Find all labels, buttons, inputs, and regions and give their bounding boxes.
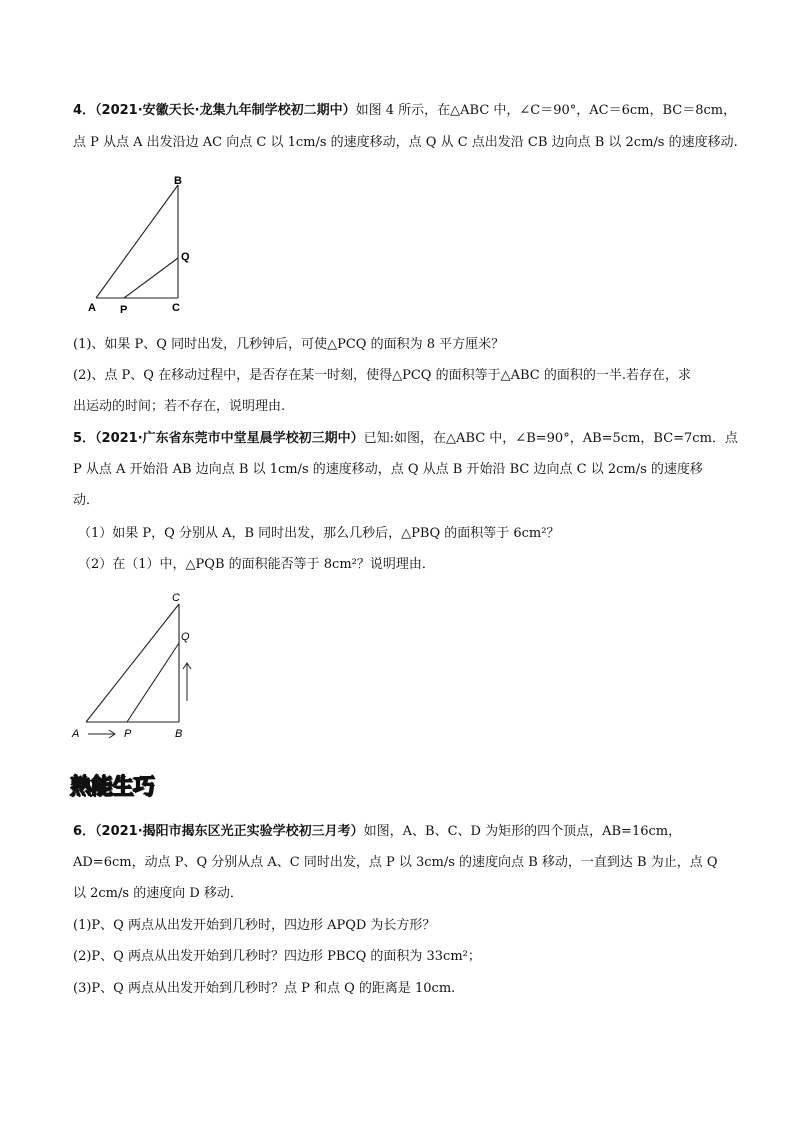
q5-label-q: Q <box>181 631 190 643</box>
q6-source: （2021·揭阳市揭东区光正实验学校初三月考） <box>95 824 364 839</box>
q5-label-b: B <box>175 728 183 740</box>
q6-stem-text: 如图，A、B、C、D 为矩形的四个顶点，AB=16cm， <box>363 824 682 839</box>
q6-stem-line1 <box>73 822 681 842</box>
q4-stem-line1 <box>73 101 736 121</box>
q5-label-c: C <box>172 592 180 604</box>
q5-label-p: P <box>124 728 132 740</box>
q5-sub2: （2）在（1）中，△PQB 的面积能否等于 8cm²？说明理由． <box>78 557 435 572</box>
q4-label-p: P <box>120 304 128 316</box>
q4-triangle-figure <box>80 168 210 318</box>
q4-label-a: A <box>88 302 96 314</box>
practice-banner-text: 熟能生巧 <box>70 775 155 800</box>
q5-stem-line1 <box>73 429 738 449</box>
q6-stem-line2: AD=6cm，动点 P、Q 分别从点 A、C 同时出发，点 P 以 3cm/s 的速度向点 B 移动，一直到达 B 为止，点 Q <box>73 855 718 870</box>
q4-sub2-line1: (2)、点 P、Q 在移动过程中，是否存在某一时刻，使得△PCQ 的面积等于△ABC 的面积的一半.若存在，求 <box>73 368 691 383</box>
q4-label-b: B <box>174 175 182 187</box>
q4-source: （2021·安徽天长·龙集九年制学校初二期中） <box>95 103 356 118</box>
q4-label-q: Q <box>181 251 190 263</box>
q6-sub3: (3)P、Q 两点从出发开始到几秒时？点 P 和点 Q 的距离是 10cm. <box>73 981 456 996</box>
q5-label-a: A <box>72 728 80 740</box>
q4-number: 4． <box>73 103 96 118</box>
q6-stem-line3: 以 2cm/s 的速度向 D 移动． <box>73 886 243 901</box>
q5-number: 5． <box>73 431 96 446</box>
q5-stem-line2: P 从点 A 开始沿 AB 边向点 B 以 1cm/s 的速度移动，点 Q 从点 B 开始沿 BC 边向点 C 以 2cm/s 的速度移 <box>73 462 703 477</box>
q5-side-ac <box>86 604 179 722</box>
q4-sub1: (1)、如果 P、Q 同时出发，几秒钟后，可使△PCQ 的面积为 8 平方厘米？ <box>73 337 505 352</box>
q5-stem-text: 已知:如图，在△ABC 中，∠B=90°，AB=5cm，BC=7cm．点 <box>363 431 738 446</box>
q5-stem-line3: 动． <box>73 493 100 508</box>
q5-segment-pq <box>127 643 179 722</box>
q6-sub2: (2)P、Q 两点从出发开始到几秒时？四边形 PBCQ 的面积为 33cm²； <box>73 949 481 964</box>
q4-side-ab <box>96 185 178 298</box>
q4-label-c: C <box>172 302 180 314</box>
q5-sub1: （1）如果 P，Q 分别从 A，B 同时出发，那么几秒后，△PBQ 的面积等于 6cm²？ <box>78 526 560 541</box>
practice-banner <box>70 770 154 801</box>
q5-triangle-figure <box>66 588 206 748</box>
q4-segment-pq <box>124 258 178 298</box>
q4-stem-text: 如图 4 所示，在△ABC 中，∠C＝90°，AC＝6cm，BC＝8cm， <box>355 103 737 118</box>
q6-sub1: (1)P、Q 两点从出发开始到几秒时，四边形 APQD 为长方形？ <box>73 918 436 933</box>
q5-source: （2021·广东省东莞市中堂星晨学校初三期中） <box>95 431 364 446</box>
q4-sub2-line2: 出运动的时间；若不存在，说明理由. <box>73 399 286 414</box>
q6-number: 6． <box>73 824 96 839</box>
q4-stem-line2: 点 P 从点 A 出发沿边 AC 向点 C 以 1cm/s 的速度移动，点 Q 从 C 点出发沿 CB 边向点 B 以 2cm/s 的速度移动. <box>73 135 738 150</box>
